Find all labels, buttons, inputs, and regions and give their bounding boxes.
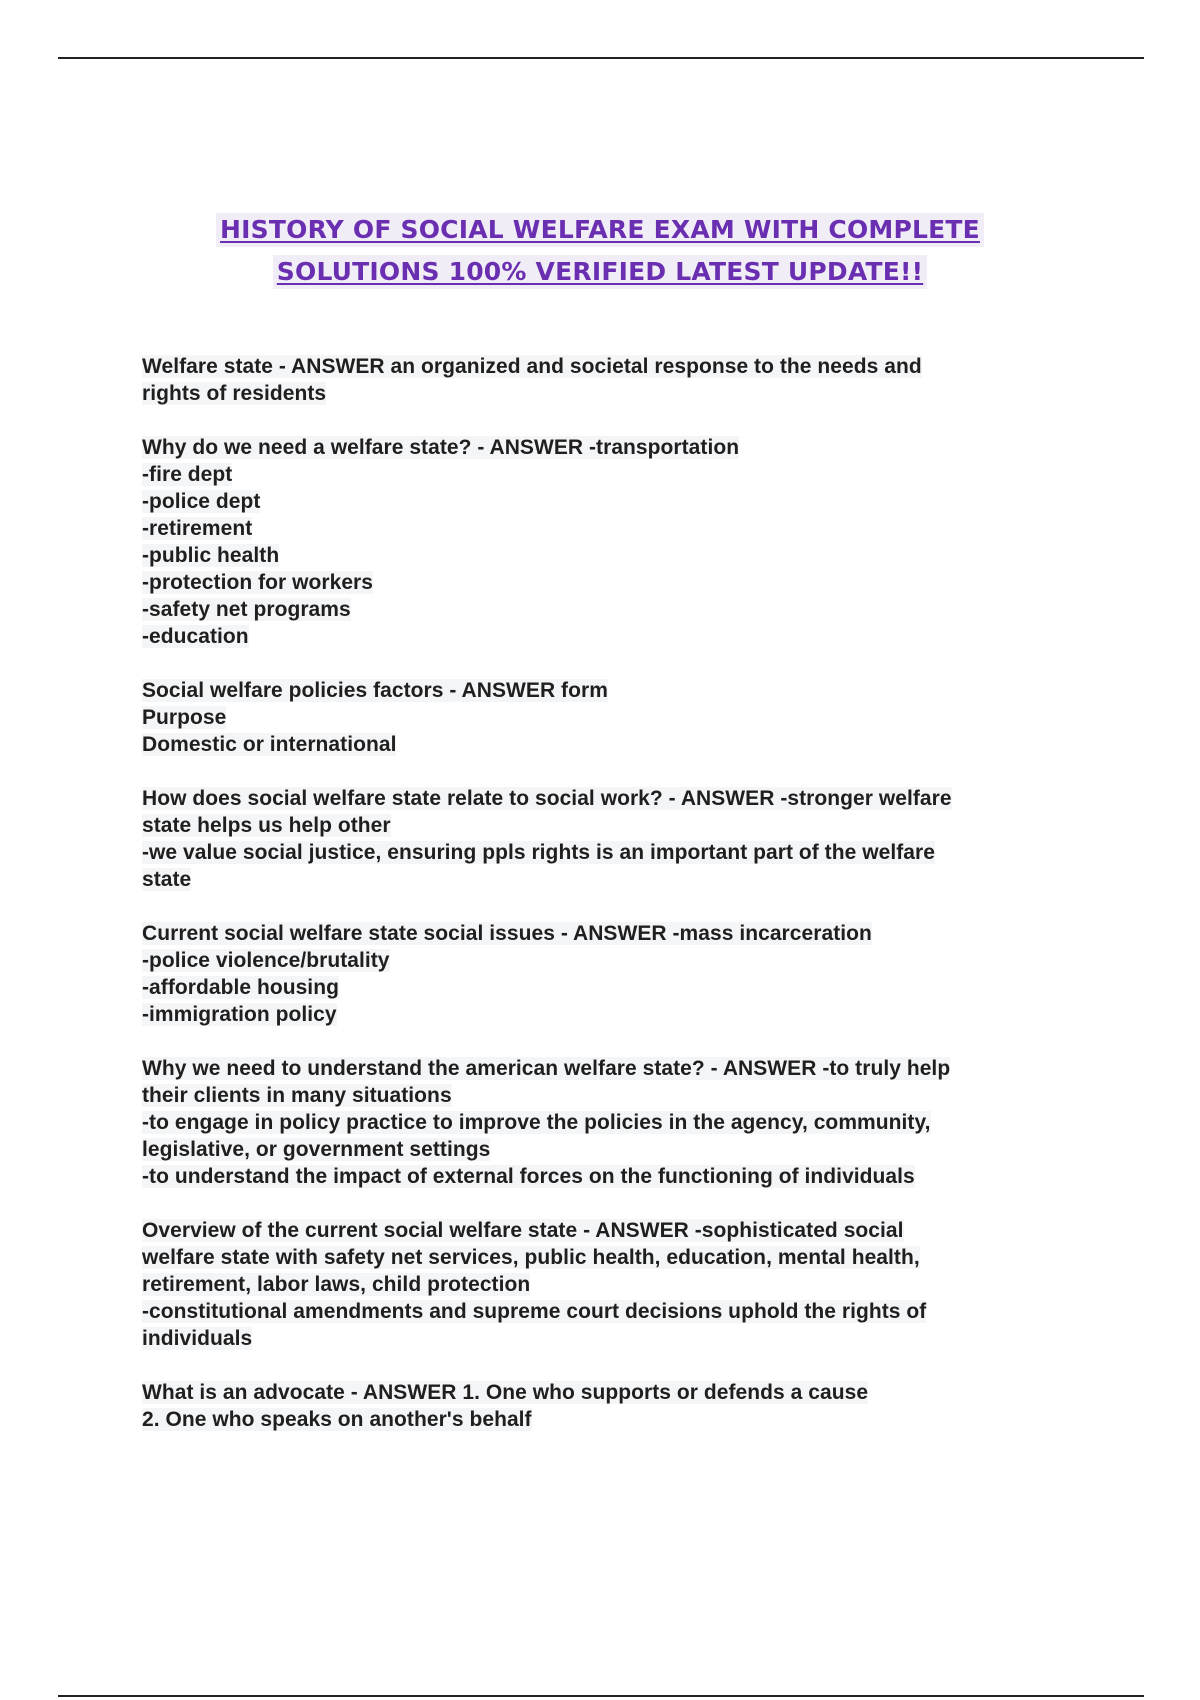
qa-line: welfare state with safety net services, public health, education, mental health, xyxy=(142,1246,920,1269)
qa-line: Purpose xyxy=(142,706,227,729)
qa-line: -fire dept xyxy=(142,463,233,486)
qa-line: -safety net programs xyxy=(142,598,351,621)
qa-line: state xyxy=(142,868,192,891)
qa-line: -police dept xyxy=(142,490,261,513)
qa-line: legislative, or government settings xyxy=(142,1138,491,1161)
qa-list xyxy=(142,353,1062,1460)
qa-line: -to engage in policy practice to improve the policies in the agency, community, xyxy=(142,1111,931,1134)
qa-item xyxy=(142,785,1062,893)
qa-line: How does social welfare state relate to social work? - ANSWER -stronger welfare xyxy=(142,787,952,810)
qa-line: retirement, labor laws, child protection xyxy=(142,1273,531,1296)
qa-line: state helps us help other xyxy=(142,814,391,837)
qa-line: -retirement xyxy=(142,517,253,540)
qa-line: individuals xyxy=(142,1327,253,1350)
qa-item xyxy=(142,1379,1062,1433)
qa-line: Domestic or international xyxy=(142,733,397,756)
qa-line: -to understand the impact of external forces on the functioning of individuals xyxy=(142,1165,915,1188)
title-line-1: HISTORY OF SOCIAL WELFARE EXAM WITH COMPLETE xyxy=(216,213,984,247)
qa-line: 2. One who speaks on another's behalf xyxy=(142,1408,532,1431)
qa-line: -public health xyxy=(142,544,280,567)
qa-line: Why do we need a welfare state? - ANSWER -transportation xyxy=(142,436,740,459)
qa-item xyxy=(142,677,1062,758)
qa-line: -affordable housing xyxy=(142,976,339,999)
qa-line: Overview of the current social welfare state - ANSWER -sophisticated social xyxy=(142,1219,904,1242)
qa-line: rights of residents xyxy=(142,382,327,405)
qa-line: Current social welfare state social issues - ANSWER -mass incarceration xyxy=(142,922,872,945)
top-rule xyxy=(58,57,1144,59)
qa-item xyxy=(142,1055,1062,1190)
qa-line: -police violence/brutality xyxy=(142,949,390,972)
qa-item xyxy=(142,353,1062,407)
bottom-rule xyxy=(58,1695,1144,1697)
qa-item xyxy=(142,434,1062,650)
qa-line: -we value social justice, ensuring ppls rights is an important part of the welfare xyxy=(142,841,935,864)
qa-line: -constitutional amendments and supreme court decisions uphold the rights of xyxy=(142,1300,927,1323)
qa-line: -immigration policy xyxy=(142,1003,337,1026)
qa-line: Why we need to understand the american welfare state? - ANSWER -to truly help xyxy=(142,1057,951,1080)
title-line-2: SOLUTIONS 100% VERIFIED LATEST UPDATE!! xyxy=(273,255,927,289)
document-title xyxy=(120,213,1080,297)
qa-line: -protection for workers xyxy=(142,571,374,594)
qa-item xyxy=(142,1217,1062,1352)
qa-line: -education xyxy=(142,625,249,648)
qa-line: What is an advocate - ANSWER 1. One who supports or defends a cause xyxy=(142,1381,869,1404)
qa-line: their clients in many situations xyxy=(142,1084,452,1107)
qa-line: Welfare state - ANSWER an organized and societal response to the needs and xyxy=(142,355,922,378)
qa-item xyxy=(142,920,1062,1028)
qa-line: Social welfare policies factors - ANSWER form xyxy=(142,679,608,702)
